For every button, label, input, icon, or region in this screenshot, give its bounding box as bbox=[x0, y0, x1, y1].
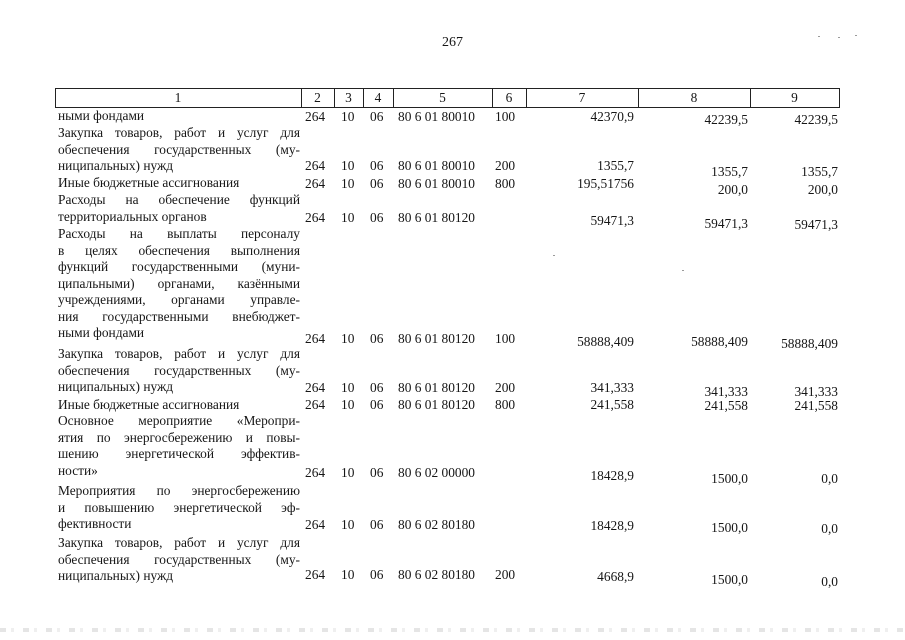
row-code-target: 80 6 01 80120 bbox=[398, 210, 475, 225]
row-description-line: Закупка товаров, работ и услуг для bbox=[58, 125, 300, 140]
header-cell-9: 9 bbox=[791, 90, 798, 105]
row-amount-col8: 200,0 bbox=[717, 182, 748, 197]
row-description-line: ятия по энергосбережению и повы- bbox=[58, 429, 300, 445]
row-code-section: 10 bbox=[341, 210, 355, 225]
row-description-line: Расходы на выплаты персоналу bbox=[58, 226, 300, 241]
row-description-line: Основное мероприятие «Меропри- bbox=[58, 413, 300, 428]
row-description-line: ными фондами bbox=[58, 325, 145, 340]
row-code-ministry: 264 bbox=[305, 109, 326, 124]
row-code-target: 80 6 02 80180 bbox=[398, 567, 475, 582]
row-code-expense-type: 200 bbox=[495, 158, 516, 173]
row-code-section: 10 bbox=[341, 397, 355, 412]
row-code-target: 80 6 01 80010 bbox=[398, 176, 475, 191]
row-amount-col8: 1355,7 bbox=[711, 164, 748, 179]
row-code-ministry: 264 bbox=[305, 176, 326, 191]
row-code-expense-type: 200 bbox=[495, 567, 516, 582]
row-description-line: ниципальных) нужд bbox=[58, 379, 174, 394]
row-code-ministry: 264 bbox=[305, 331, 326, 346]
row-description-line: ности» bbox=[58, 462, 98, 478]
scan-speck bbox=[855, 35, 857, 36]
row-amount-col7: 18428,9 bbox=[590, 518, 634, 533]
row-code-subsection: 06 bbox=[370, 517, 384, 532]
row-code-target: 80 6 01 80120 bbox=[398, 331, 475, 346]
row-description-line: ципальными) органами, казёнными bbox=[58, 275, 300, 291]
row-code-section: 10 bbox=[341, 380, 355, 395]
row-description-line: обеспечения государственных (му- bbox=[58, 551, 300, 567]
row-code-target: 80 6 01 80010 bbox=[398, 109, 475, 124]
row-amount-col8: 341,333 bbox=[704, 384, 748, 399]
row-amount-col7: 241,558 bbox=[590, 397, 634, 412]
row-code-subsection: 06 bbox=[370, 397, 384, 412]
row-amount-col9: 1355,7 bbox=[801, 164, 838, 179]
page-number: 267 bbox=[442, 35, 463, 50]
row-code-ministry: 264 bbox=[305, 517, 326, 532]
row-amount-col7: 1355,7 bbox=[597, 158, 634, 173]
row-code-subsection: 06 bbox=[370, 331, 384, 346]
row-description-line: и повышению энергетической эф- bbox=[58, 499, 300, 515]
header-divider bbox=[839, 88, 840, 108]
header-cell-2: 2 bbox=[314, 90, 321, 105]
row-code-target: 80 6 01 80120 bbox=[398, 380, 475, 395]
header-cell-8: 8 bbox=[690, 90, 698, 105]
row-code-section: 10 bbox=[341, 158, 355, 173]
row-amount-col8: 42239,5 bbox=[704, 112, 748, 127]
row-amount-col8: 1500,0 bbox=[711, 572, 748, 587]
row-description-line: шению энергетической эффектив- bbox=[58, 446, 300, 461]
row-description-line: учреждениями, органами управле- bbox=[58, 292, 300, 307]
row-code-subsection: 06 bbox=[370, 158, 384, 173]
row-amount-col7: 341,333 bbox=[590, 380, 634, 395]
table-header bbox=[55, 88, 840, 108]
row-amount-col8: 1500,0 bbox=[711, 471, 748, 486]
row-description-line: функций государственными (муни- bbox=[58, 259, 300, 274]
row-code-ministry: 264 bbox=[305, 210, 326, 225]
row-code-ministry: 264 bbox=[305, 158, 326, 173]
scan-speck bbox=[553, 255, 555, 256]
row-description-line: ными фондами bbox=[58, 108, 145, 123]
header-cell-5: 5 bbox=[439, 90, 446, 105]
header-cell-4: 4 bbox=[374, 90, 382, 105]
row-code-subsection: 06 bbox=[370, 210, 384, 225]
row-code-subsection: 06 bbox=[370, 567, 384, 582]
row-description-line: обеспечения государственных (му- bbox=[58, 141, 300, 157]
row-code-section: 10 bbox=[341, 465, 355, 480]
row-amount-col9: 200,0 bbox=[807, 182, 838, 197]
scan-speck bbox=[682, 270, 684, 271]
row-code-expense-type: 200 bbox=[495, 380, 516, 395]
row-code-section: 10 bbox=[341, 109, 355, 124]
row-code-ministry: 264 bbox=[305, 397, 326, 412]
row-code-subsection: 06 bbox=[370, 465, 384, 480]
row-description-line: Иные бюджетные ассигнования bbox=[58, 175, 240, 190]
row-code-target: 80 6 01 80010 bbox=[398, 158, 475, 173]
row-code-expense-type: 100 bbox=[495, 331, 516, 346]
scan-speck bbox=[838, 37, 840, 38]
row-code-target: 80 6 02 80180 bbox=[398, 517, 475, 532]
row-code-ministry: 264 bbox=[305, 567, 326, 582]
row-description-line: ния государственными внебюджет- bbox=[58, 308, 300, 324]
row-amount-col8: 58888,409 bbox=[691, 334, 748, 349]
row-code-expense-type: 800 bbox=[495, 397, 516, 412]
row-code-ministry: 264 bbox=[305, 380, 326, 395]
row-code-section: 10 bbox=[341, 176, 355, 191]
row-amount-col9: 0,0 bbox=[821, 574, 838, 589]
row-code-target: 80 6 02 00000 bbox=[398, 465, 475, 480]
row-amount-col9: 241,558 bbox=[794, 398, 838, 413]
row-amount-col8: 59471,3 bbox=[704, 216, 748, 231]
row-amount-col7: 58888,409 bbox=[577, 334, 634, 349]
row-description-line: Мероприятия по энергосбережению bbox=[58, 483, 300, 498]
row-amount-col7: 4668,9 bbox=[597, 569, 634, 584]
header-cell-1: 1 bbox=[174, 90, 182, 105]
row-description-line: ниципальных) нужд bbox=[58, 568, 174, 583]
row-description-line: ниципальных) нужд bbox=[58, 158, 174, 173]
header-top-border bbox=[55, 88, 840, 89]
row-description-line: Расходы на обеспечение функций bbox=[58, 192, 300, 207]
header-cell-3: 3 bbox=[345, 90, 352, 105]
row-code-section: 10 bbox=[341, 331, 355, 346]
row-amount-col9: 42239,5 bbox=[794, 112, 838, 127]
row-amount-col8: 241,558 bbox=[704, 398, 748, 413]
row-code-expense-type: 800 bbox=[495, 176, 516, 191]
row-amount-col7: 59471,3 bbox=[590, 213, 634, 228]
row-code-ministry: 264 bbox=[305, 465, 326, 480]
row-amount-col8: 1500,0 bbox=[711, 520, 748, 535]
row-code-target: 80 6 01 80120 bbox=[398, 397, 475, 412]
row-code-expense-type: 100 bbox=[495, 109, 516, 124]
row-amount-col9: 0,0 bbox=[821, 521, 838, 536]
row-amount-col9: 341,333 bbox=[794, 384, 838, 399]
row-amount-col9: 59471,3 bbox=[794, 217, 838, 232]
row-description-line: Закупка товаров, работ и услуг для bbox=[58, 535, 300, 550]
scan-speck bbox=[0, 628, 905, 632]
row-amount-col7: 18428,9 bbox=[590, 468, 634, 483]
header-cell-6: 6 bbox=[505, 90, 513, 105]
row-description-line: фективности bbox=[58, 516, 132, 531]
row-description-line: Иные бюджетные ассигнования bbox=[58, 397, 240, 412]
row-amount-col7: 42370,9 bbox=[590, 109, 634, 124]
row-description-line: обеспечения государственных (му- bbox=[58, 362, 300, 378]
row-code-subsection: 06 bbox=[370, 109, 384, 124]
row-amount-col9: 0,0 bbox=[821, 471, 838, 486]
row-description-line: в целях обеспечения выполнения bbox=[58, 242, 300, 258]
header-cell-7: 7 bbox=[578, 90, 586, 105]
scan-speck bbox=[818, 36, 820, 37]
row-code-subsection: 06 bbox=[370, 380, 384, 395]
row-code-subsection: 06 bbox=[370, 176, 384, 191]
row-amount-col9: 58888,409 bbox=[781, 336, 838, 351]
row-code-section: 10 bbox=[341, 567, 355, 582]
row-description-line: территориальных органов bbox=[58, 208, 207, 224]
row-amount-col7: 195,51756 bbox=[577, 176, 634, 191]
row-code-section: 10 bbox=[341, 517, 355, 532]
row-description-line: Закупка товаров, работ и услуг для bbox=[58, 346, 300, 361]
